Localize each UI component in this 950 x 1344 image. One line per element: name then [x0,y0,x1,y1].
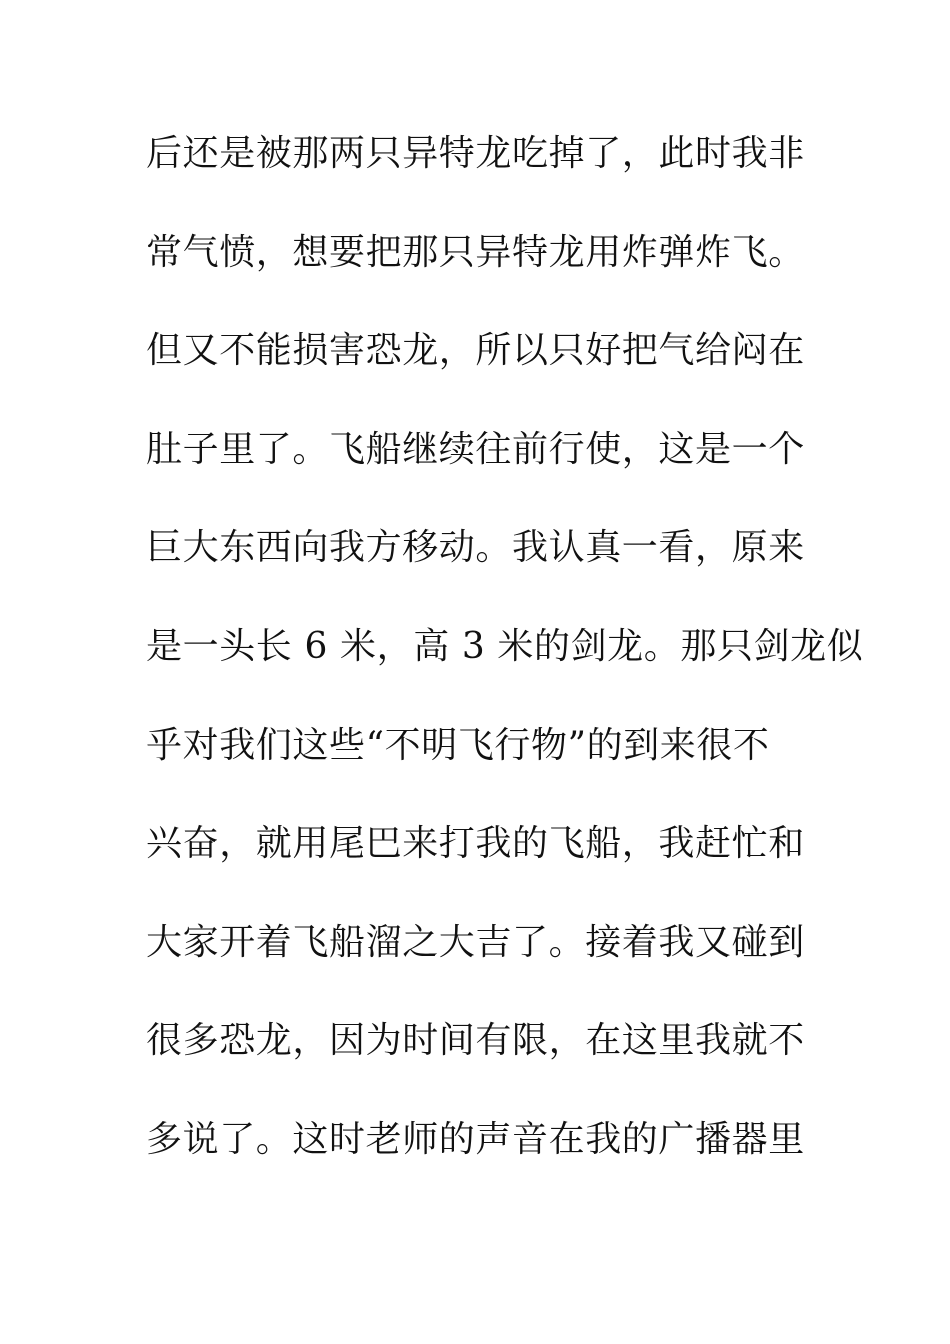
text-line: 但又不能损害恐龙，所以只好把气给闷在 [146,330,805,372]
text-line: 兴奋，就用尾巴来打我的飞船，我赶忙和 [146,823,805,865]
text-line: 很多恐龙，因为时间有限，在这里我就不 [146,1020,805,1062]
text-line: 后还是被那两只异特龙吃掉了，此时我非 [146,133,805,174]
body-text [146,122,864,1207]
text-line: 巨大东西向我方移动。我认真一看，原来 [146,527,805,569]
text-line: 是一头长 6 米，高 3 米的剑龙。那只剑龙似 [146,625,864,667]
text-line: 多说了。这时老师的声音在我的广播器里 [146,1118,805,1160]
text-line: 常气愤，想要把那只异特龙用炸弹炸飞。 [146,231,805,273]
text-line: 乎对我们这些“不明飞行物”的到来很不 [146,724,770,766]
text-line: 大家开着飞船溜之大吉了。接着我又碰到 [146,921,805,963]
text-line: 肚子里了。飞船继续往前行使，这是一个 [146,428,805,470]
